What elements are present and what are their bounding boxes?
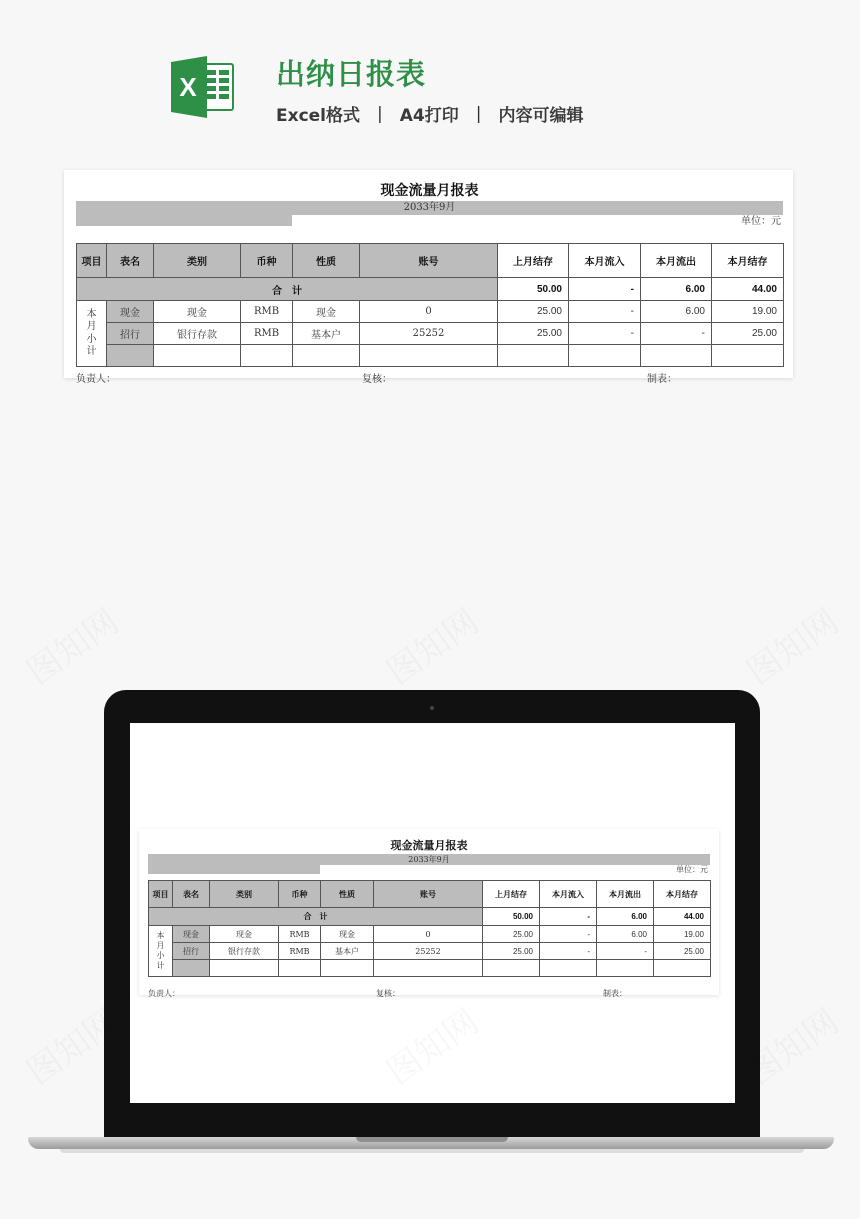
cell-value: - xyxy=(540,943,597,960)
svg-text:X: X xyxy=(179,72,197,102)
col-header: 币种 xyxy=(279,881,321,908)
col-header: 表名 xyxy=(107,244,154,278)
cell-account: 0 xyxy=(360,301,498,323)
total-row xyxy=(149,908,711,926)
col-header: 本月流出 xyxy=(641,244,712,278)
cell-name: 现金 xyxy=(173,926,210,943)
col-header: 类别 xyxy=(210,881,279,908)
header-row xyxy=(149,881,711,908)
col-header: 项目 xyxy=(77,244,107,278)
table-row xyxy=(149,960,711,977)
cell-currency xyxy=(241,345,293,367)
cell-value: 19.00 xyxy=(712,301,784,323)
total-cell: 50.00 xyxy=(498,278,569,301)
col-header: 项目 xyxy=(149,881,173,908)
col-header: 币种 xyxy=(241,244,293,278)
watermark xyxy=(15,595,127,694)
col-header: 性质 xyxy=(293,244,360,278)
cell-value: 25.00 xyxy=(654,943,711,960)
table-row xyxy=(77,323,784,345)
total-cell: 50.00 xyxy=(483,908,540,926)
cell-value xyxy=(597,960,654,977)
total-row xyxy=(77,278,784,301)
cell-nature: 基本户 xyxy=(321,943,374,960)
subtitle-separator: | xyxy=(475,103,482,124)
cell-category xyxy=(154,345,241,367)
cell-value: 6.00 xyxy=(597,926,654,943)
report-table xyxy=(148,880,711,977)
total-cell: 44.00 xyxy=(712,278,784,301)
col-header: 本月结存 xyxy=(712,244,784,278)
group-label xyxy=(149,926,173,977)
cell-nature: 现金 xyxy=(321,926,374,943)
group-label-text: 本月小计 xyxy=(156,931,165,970)
col-header: 上月结存 xyxy=(498,244,569,278)
cell-category xyxy=(210,960,279,977)
col-header: 本月结存 xyxy=(654,881,711,908)
total-label: 合 计 xyxy=(77,278,498,301)
cell-category: 现金 xyxy=(154,301,241,323)
cell-currency: RMB xyxy=(279,926,321,943)
col-header: 上月结存 xyxy=(483,881,540,908)
cell-category: 银行存款 xyxy=(210,943,279,960)
cell-account: 0 xyxy=(374,926,483,943)
col-header: 本月流出 xyxy=(597,881,654,908)
group-label-text: 本月小计 xyxy=(86,308,97,357)
col-header: 类别 xyxy=(154,244,241,278)
cell-value: 6.00 xyxy=(641,301,712,323)
cell-value xyxy=(641,345,712,367)
cell-value: - xyxy=(641,323,712,345)
cell-value xyxy=(483,960,540,977)
footer-prepared: 制表： xyxy=(603,989,627,998)
total-label: 合 计 xyxy=(149,908,483,926)
cell-value: 25.00 xyxy=(498,301,569,323)
col-header: 表名 xyxy=(173,881,210,908)
cell-value: 25.00 xyxy=(712,323,784,345)
cell-currency xyxy=(279,960,321,977)
cell-name xyxy=(107,345,154,367)
report-sheet-preview xyxy=(139,829,719,998)
page-title: 出纳日报表 xyxy=(276,57,427,91)
cell-value: - xyxy=(569,301,641,323)
report-title: 现金流量月报表 xyxy=(390,839,468,852)
cell-value: - xyxy=(597,943,654,960)
cell-value: 19.00 xyxy=(654,926,711,943)
cell-currency: RMB xyxy=(241,301,293,323)
report-table xyxy=(76,243,784,367)
col-header: 本月流入 xyxy=(569,244,641,278)
cell-account xyxy=(374,960,483,977)
cell-value: 25.00 xyxy=(498,323,569,345)
cell-currency: RMB xyxy=(241,323,293,345)
cell-account: 25252 xyxy=(374,943,483,960)
cell-nature xyxy=(321,960,374,977)
footer-prepared: 制表： xyxy=(647,374,677,385)
table-row xyxy=(149,926,711,943)
cell-nature xyxy=(293,345,360,367)
laptop-notch xyxy=(356,1137,508,1142)
webcam-icon xyxy=(430,706,434,710)
cell-value xyxy=(540,960,597,977)
cell-name: 招行 xyxy=(107,323,154,345)
footer-review: 复核： xyxy=(376,989,400,998)
report-period: 2033年9月 xyxy=(148,854,710,865)
report-title: 现金流量月报表 xyxy=(380,183,479,199)
report-unit: 单位：元 xyxy=(741,216,781,227)
cell-name: 招行 xyxy=(173,943,210,960)
col-header: 本月流入 xyxy=(540,881,597,908)
cell-value: - xyxy=(540,926,597,943)
excel-logo-icon xyxy=(171,56,235,118)
header-row xyxy=(77,244,784,278)
footer-responsible: 负责人： xyxy=(148,989,180,998)
group-label xyxy=(77,301,107,367)
watermark xyxy=(375,595,487,694)
cell-value: 25.00 xyxy=(483,943,540,960)
cell-value xyxy=(654,960,711,977)
col-header: 账号 xyxy=(360,244,498,278)
cell-value: 25.00 xyxy=(483,926,540,943)
total-cell: 6.00 xyxy=(597,908,654,926)
cell-nature: 现金 xyxy=(293,301,360,323)
subtitle-print: A4打印 xyxy=(399,106,459,126)
cell-nature: 基本户 xyxy=(293,323,360,345)
total-cell: - xyxy=(540,908,597,926)
watermark xyxy=(735,595,847,694)
subtitle-separator: | xyxy=(377,103,383,124)
footer-responsible: 负责人： xyxy=(76,374,116,385)
col-header: 性质 xyxy=(321,881,374,908)
cell-value xyxy=(498,345,569,367)
cell-currency: RMB xyxy=(279,943,321,960)
total-cell: 6.00 xyxy=(641,278,712,301)
period-band xyxy=(148,865,320,874)
report-sheet xyxy=(64,170,793,385)
table-row xyxy=(77,345,784,367)
subtitle-format: Excel格式 xyxy=(276,106,361,126)
laptop-shadow xyxy=(60,1149,804,1153)
cell-name: 现金 xyxy=(107,301,154,323)
cell-category: 银行存款 xyxy=(154,323,241,345)
total-cell: 44.00 xyxy=(654,908,711,926)
cell-value xyxy=(712,345,784,367)
period-band xyxy=(76,215,292,226)
cell-value xyxy=(569,345,641,367)
total-cell: - xyxy=(569,278,641,301)
table-row xyxy=(149,943,711,960)
report-period: 2033年9月 xyxy=(76,201,783,215)
cell-account xyxy=(360,345,498,367)
report-unit: 单位：元 xyxy=(676,865,708,874)
subtitle-editable: 内容可编辑 xyxy=(498,106,584,126)
col-header: 账号 xyxy=(374,881,483,908)
table-row xyxy=(77,301,784,323)
cell-category: 现金 xyxy=(210,926,279,943)
subtitle-bar xyxy=(276,101,583,126)
footer-review: 复核： xyxy=(362,374,392,385)
cell-name xyxy=(173,960,210,977)
cell-value: - xyxy=(569,323,641,345)
cell-account: 25252 xyxy=(360,323,498,345)
